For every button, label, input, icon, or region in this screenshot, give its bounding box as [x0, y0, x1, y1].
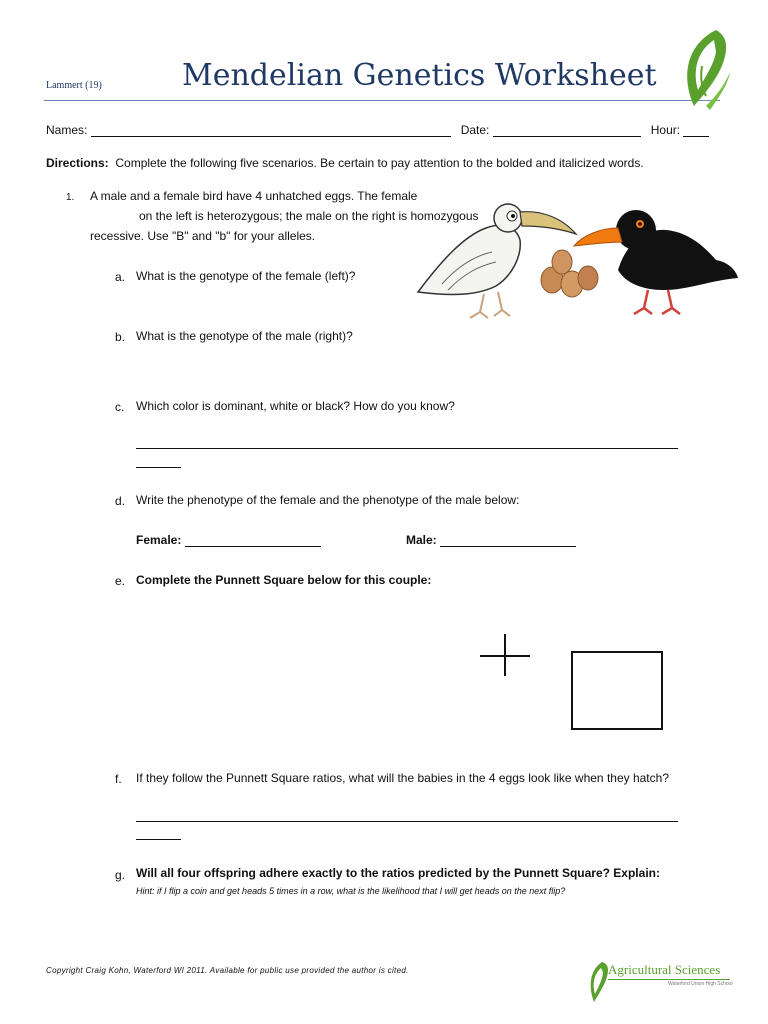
hour-label: Hour:: [650, 123, 681, 137]
cross-symbol-vertical: [504, 634, 506, 676]
date-field[interactable]: [493, 124, 641, 137]
logo-divider: [608, 979, 730, 980]
question-a-letter: a.: [115, 270, 126, 284]
answer-line-c-2[interactable]: [136, 467, 181, 468]
question-f-letter: f.: [115, 772, 122, 786]
female-phenotype-row: [136, 533, 321, 547]
scenario-text-line-1: A male and a female bird have 4 unhatched eggs. The female: [90, 189, 418, 203]
question-c-letter: c.: [115, 400, 125, 414]
scenario-text-line-2: on the left is heterozygous; the male on the right is homozygous: [139, 209, 479, 223]
leaf-logo-small-icon: [586, 960, 610, 1004]
question-b-letter: b.: [115, 330, 126, 344]
author-label: Lammert (19): [46, 80, 102, 91]
scenario-number: 1.: [66, 192, 75, 203]
question-d-text: Write the phenotype of the female and the phenotype of the male below:: [136, 493, 520, 507]
answer-line-c-1[interactable]: [136, 448, 678, 449]
answer-line-f-1[interactable]: [136, 821, 678, 822]
hour-field[interactable]: [683, 124, 709, 137]
logo-subtext: Waterford Union High School: [668, 981, 733, 987]
logo-text: Agricultural Sciences: [608, 962, 721, 977]
copyright-notice: Copyright Craig Kohn, Waterford WI 2011. Available for public use provided the author is cited.: [46, 966, 409, 975]
directions-text: Complete the following five scenarios. Be certain to pay attention to the bolded and italicized words.: [115, 156, 644, 170]
eggs-icon: [541, 250, 598, 297]
male-label: Male:: [406, 533, 437, 547]
date-label: Date:: [460, 123, 490, 137]
names-field[interactable]: [91, 124, 451, 137]
question-g-text: Will all four offspring adhere exactly to the ratios predicted by the Punnett Square? Explain:: [136, 866, 660, 880]
question-e-text: Complete the Punnett Square below for this couple:: [136, 573, 432, 587]
question-b-text: What is the genotype of the male (right)?: [136, 329, 353, 343]
punnett-square[interactable]: [571, 651, 663, 730]
directions-label: Directions:: [46, 156, 109, 170]
question-g-letter: g.: [115, 868, 126, 882]
names-label: Names:: [46, 123, 88, 137]
directions: [46, 156, 644, 170]
scenario-text-line-3: recessive. Use "B" and "b" for your alleles.: [90, 229, 316, 243]
question-c-text: Which color is dominant, white or black? How do you know?: [136, 399, 455, 413]
answer-line-f-2[interactable]: [136, 839, 181, 840]
title-divider: [44, 100, 720, 101]
leaf-logo-icon: [676, 26, 734, 112]
birds-illustration: [412, 200, 742, 324]
info-row: [46, 123, 709, 137]
female-phenotype-field[interactable]: [185, 534, 321, 547]
question-e-letter: e.: [115, 574, 126, 588]
question-f-text: If they follow the Punnett Square ratios, what will the babies in the 4 eggs look like when they hatch?: [136, 771, 669, 785]
male-phenotype-row: [406, 533, 576, 547]
question-d-letter: d.: [115, 494, 126, 508]
page-title: Mendelian Genetics Worksheet: [182, 58, 657, 93]
question-g-hint: Hint: if I flip a coin and get heads 5 times in a row, what is the likelihood that I will get heads on the next flip?: [136, 886, 566, 896]
female-label: Female:: [136, 533, 182, 547]
question-a-text: What is the genotype of the female (left)?: [136, 269, 356, 283]
male-phenotype-field[interactable]: [440, 534, 576, 547]
black-bird-icon: [574, 210, 738, 314]
agricultural-sciences-logo: [586, 960, 734, 1004]
